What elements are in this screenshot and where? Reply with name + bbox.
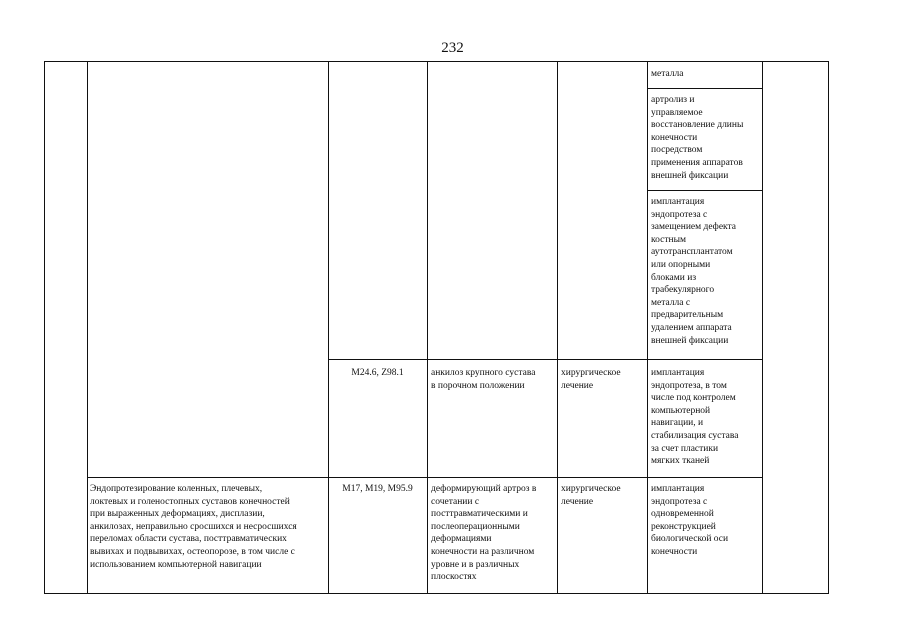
column-divider [647,62,648,593]
row-divider [647,88,762,89]
icd-code-cell: M24.6, Z98.1 [351,368,404,378]
treatment-method-cell: металла [651,69,684,79]
column-divider [87,62,88,593]
column-divider [328,62,329,593]
treatment-type-cell: хирургическое лечение [561,368,621,391]
treatment-method-cell: имплантация эндопротеза, в том числе под контролем компьютерной навигации, и стабилизация сустава за счет пластики мягких тканей [651,368,739,467]
patient-model-cell: деформирующий артроз в сочетании с посттравматическими и послеоперационными деформациями конечности на различном уровне и в различных плоскостях [431,484,537,583]
icd-code-cell: M17, M19, M95.9 [342,484,413,494]
column-divider [762,62,763,593]
row-divider [328,359,762,360]
column-divider [557,62,558,593]
care-type-cell: Эндопротезирование коленных, плечевых, локтевых и голеностопных суставов конечностей при выраженных деформациях, дисплазии, анкилозах, неправильно сросшихся и несросшихся переломах области сустава, посттравматических вывихах и подвывихах, остеопорозе, в том числе с использованием компьютерной навигации [90,484,297,570]
row-divider [87,477,762,478]
row-divider [647,190,762,191]
page-number: 232 [441,40,464,56]
treatment-method-cell: имплантация эндопротеза с замещением дефекта костным аутотрансплантатом или опорными блоками из трабекулярного металла с предварительным удалением аппарата внешней фиксации [651,197,737,346]
medical-care-table [44,61,829,594]
treatment-type-cell: хирургическое лечение [561,484,621,507]
column-divider [427,62,428,593]
patient-model-cell: анкилоз крупного сустава в порочном положении [431,368,536,391]
treatment-method-cell: имплантация эндопротеза с одновременной реконструкцией биологической оси конечности [651,484,729,557]
treatment-method-cell: артролиз и управляемое восстановление длины конечности посредством применения аппаратов внешней фиксации [651,95,744,181]
